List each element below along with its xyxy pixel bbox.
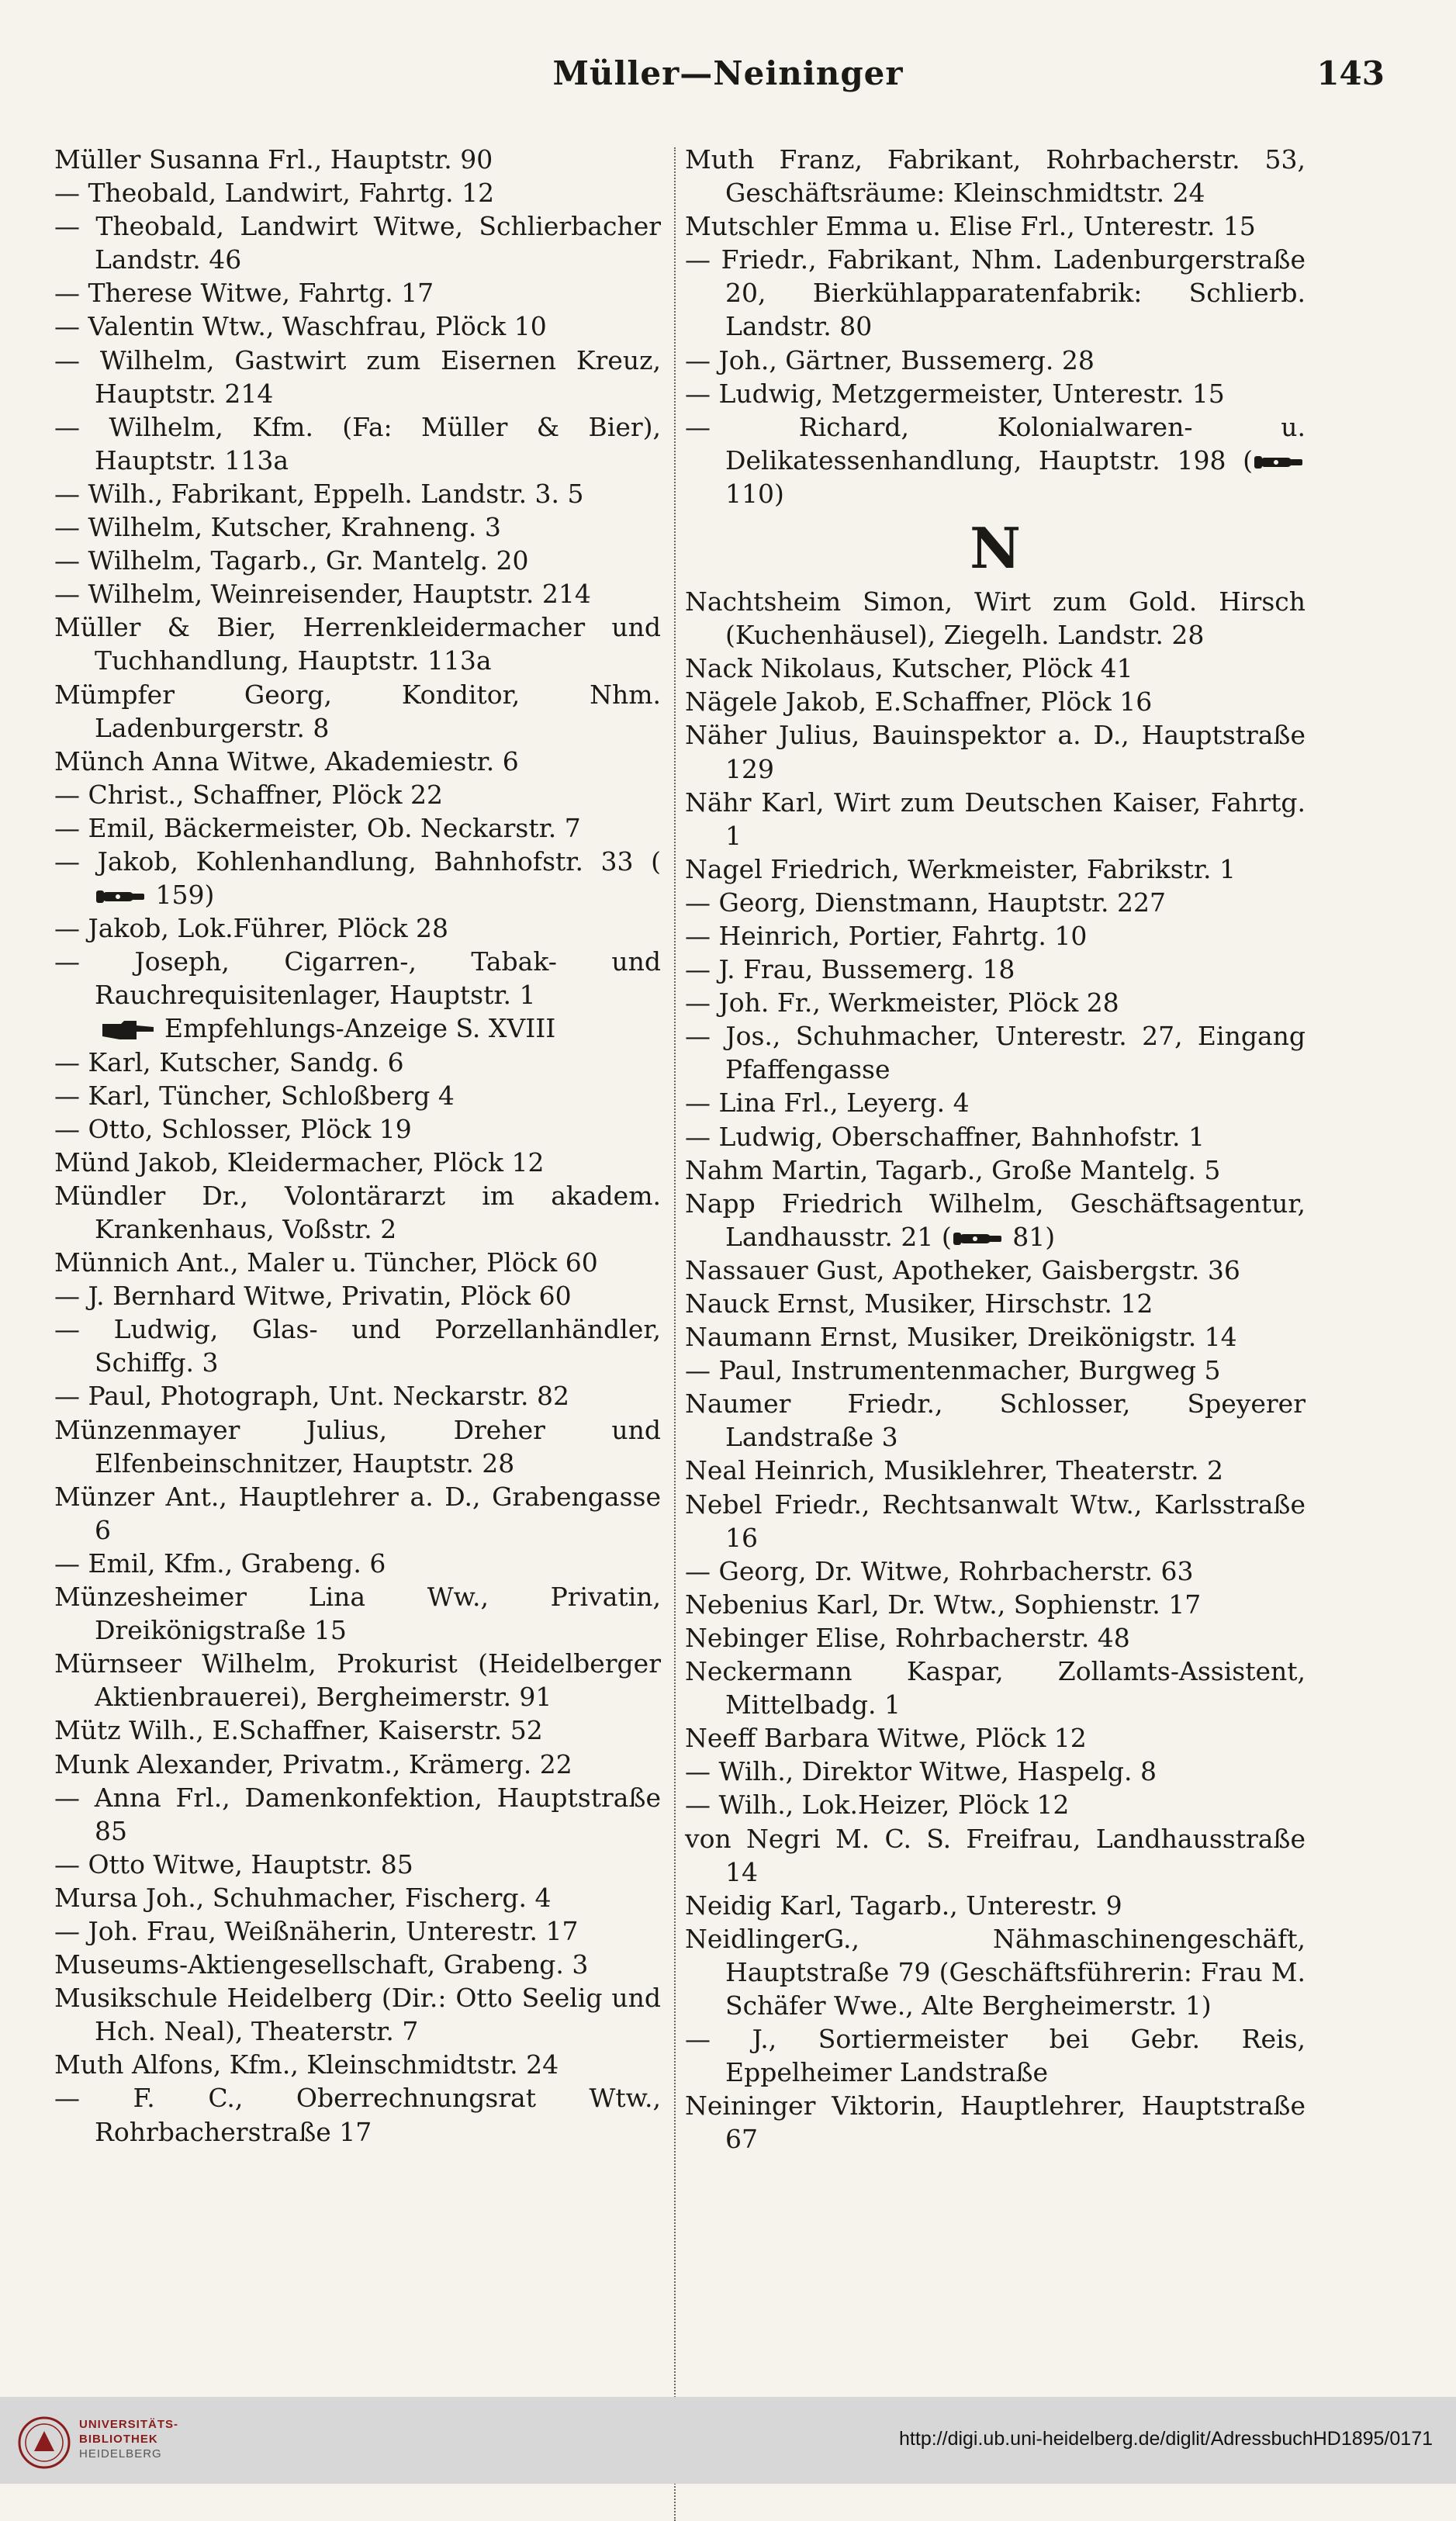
directory-entry: — Friedr., Fabrikant, Nhm. Ladenburgerstraße 20, Bierkühlapparatenfabrik: Schlierb. Landstr. 80: [685, 244, 1306, 342]
directory-entry: — Jos., Schuhmacher, Unterestr. 27, Eingang Pfaffengasse: [685, 1021, 1306, 1085]
directory-entry: — J. Bernhard Witwe, Privatin, Plöck 60: [54, 1281, 572, 1312]
directory-entry: Mündler Dr., Volontärarzt im akadem. Krankenhaus, Voßstr. 2: [54, 1180, 661, 1244]
directory-entry: — Richard, Kolonialwaren- u. Delikatessenhandlung, Hauptstr. 198 ( 110): [685, 411, 1306, 509]
phone-number: 159): [147, 880, 215, 911]
right-column-entries-top: [685, 143, 1306, 510]
directory-entry: — Wilh., Direktor Witwe, Haspelg. 8: [685, 1756, 1157, 1787]
directory-entry: — F. C., Oberrechnungsrat Wtw., Rohrbacherstraße 17: [54, 2083, 661, 2147]
directory-entry: — Wilhelm, Tagarb., Gr. Mantelg. 20: [54, 545, 529, 576]
directory-entry: — Wilh., Fabrikant, Eppelh. Landstr. 3. 5: [54, 478, 584, 509]
column-divider: [674, 147, 676, 2521]
directory-entry: Museums-Aktiengesellschaft, Grabeng. 3: [54, 1949, 589, 1980]
directory-entry: — Wilhelm, Kfm. (Fa: Müller & Bier), Hauptstr. 113a: [54, 411, 661, 475]
directory-entry: Napp Friedrich Wilhelm, Geschäftsagentur, Landhausstr. 21 ( 81): [685, 1188, 1306, 1252]
advertisement-notice: Empfehlungs-Anzeige S. XVIII: [54, 1012, 661, 1045]
pointing-hand-icon: [101, 1019, 155, 1041]
directory-entry: — Ludwig, Metzgermeister, Unterestr. 15: [685, 378, 1225, 409]
directory-entry: Näher Julius, Bauinspektor a. D., Hauptstraße 129: [685, 720, 1306, 784]
directory-entry: — Joh. Fr., Werkmeister, Plöck 28: [685, 987, 1119, 1018]
directory-entry: Münzesheimer Lina Ww., Privatin, Dreikönigstraße 15: [54, 1582, 661, 1646]
directory-entry: Münd Jakob, Kleidermacher, Plöck 12: [54, 1146, 545, 1178]
directory-entry: — Theobald, Landwirt, Fahrtg. 12: [54, 178, 495, 209]
directory-entry: — Wilhelm, Kutscher, Krahneng. 3: [54, 512, 501, 543]
library-name-line: HEIDELBERG: [79, 2447, 162, 2460]
phone-number: 81): [1004, 1221, 1056, 1252]
left-column-entries: [54, 143, 661, 2149]
directory-entry: Mürnseer Wilhelm, Prokurist (Heidelberger Aktienbrauerei), Bergheimerstr. 91: [54, 1648, 661, 1713]
directory-entry: — Theobald, Landwirt Witwe, Schlierbacher Landstr. 46: [54, 211, 661, 275]
telephone-icon: [95, 886, 147, 908]
directory-entry: Münzer Ant., Hauptlehrer a. D., Grabengasse 6: [54, 1481, 661, 1545]
directory-entry: — J. Frau, Bussemerg. 18: [685, 954, 1015, 985]
directory-entry: — Otto, Schlosser, Plöck 19: [54, 1113, 412, 1144]
directory-entry: Mutschler Emma u. Elise Frl., Unterestr. 15: [685, 211, 1256, 242]
library-name: [79, 2417, 234, 2461]
directory-entry: Nebinger Elise, Rohrbacherstr. 48: [685, 1622, 1130, 1653]
directory-entry: Nägele Jakob, E.Schaffner, Plöck 16: [685, 686, 1153, 718]
directory-entry: — Anna Frl., Damenkonfektion, Hauptstraße 85: [54, 1782, 661, 1846]
directory-entry: Nauck Ernst, Musiker, Hirschstr. 12: [685, 1288, 1153, 1319]
directory-entry: — Jakob, Kohlenhandlung, Bahnhofstr. 33 ( 159): [54, 846, 661, 911]
page-header: [0, 54, 1456, 116]
directory-entry: Neal Heinrich, Musiklehrer, Theaterstr. 2: [685, 1455, 1223, 1486]
directory-entry: Muth Alfons, Kfm., Kleinschmidtstr. 24: [54, 2049, 559, 2080]
directory-entry: von Negri M. C. S. Freifrau, Landhausstraße 14: [685, 1823, 1306, 1887]
directory-entry: — Otto Witwe, Hauptstr. 85: [54, 1848, 413, 1880]
directory-entry: Nebenius Karl, Dr. Wtw., Sophienstr. 17: [685, 1589, 1202, 1620]
directory-entry: — Wilhelm, Weinreisender, Hauptstr. 214: [54, 579, 591, 610]
directory-entry: — Christ., Schaffner, Plöck 22: [54, 779, 443, 810]
directory-entry: Musikschule Heidelberg (Dir.: Otto Seelig und Hch. Neal), Theaterstr. 7: [54, 1983, 661, 2047]
directory-entry: Münzenmayer Julius, Dreher und Elfenbeinschnitzer, Hauptstr. 28: [54, 1414, 661, 1478]
right-column-entries-bottom: [685, 585, 1306, 1254]
directory-entry: Mütz Wilh., E.Schaffner, Kaiserstr. 52: [54, 1715, 543, 1746]
directory-entry: — Emil, Bäckermeister, Ob. Neckarstr. 7: [54, 812, 581, 843]
left-column: [54, 143, 661, 2149]
directory-entry: Naumer Friedr., Schlosser, Speyerer Landstraße 3: [685, 1388, 1306, 1453]
directory-entry: Nebel Friedr., Rechtsanwalt Wtw., Karlsstraße 16: [685, 1489, 1306, 1553]
directory-entry: — Lina Frl., Leyerg. 4: [685, 1088, 970, 1119]
directory-entry: Neidig Karl, Tagarb., Unterestr. 9: [685, 1890, 1122, 1921]
directory-entry: — Ludwig, Glas- und Porzellanhändler, Schiffg. 3: [54, 1314, 661, 1378]
directory-entry: Neckermann Kaspar, Zollamts-Assistent, Mittelbadg. 1: [685, 1656, 1306, 1720]
directory-entry: — Emil, Kfm., Grabeng. 6: [54, 1548, 386, 1579]
directory-entry: — Georg, Dienstmann, Hauptstr. 227: [685, 887, 1166, 918]
directory-entry: Müller & Bier, Herrenkleidermacher und Tuchhandlung, Hauptstr. 113a: [54, 612, 661, 676]
directory-entry: Münch Anna Witwe, Akademiestr. 6: [54, 745, 519, 776]
directory-entry: — Ludwig, Oberschaffner, Bahnhofstr. 1: [685, 1121, 1205, 1152]
directory-entry: — Wilhelm, Gastwirt zum Eisernen Kreuz, Hauptstr. 214: [54, 344, 661, 409]
section-letter: N: [970, 515, 1021, 582]
directory-entry: Nassauer Gust, Apotheker, Gaisbergstr. 36: [685, 1254, 1240, 1285]
directory-entry: Nähr Karl, Wirt zum Deutschen Kaiser, Fahrtg. 1: [685, 787, 1306, 851]
directory-entry: NeidlingerG., Nähmaschinengeschäft, Hauptstraße 79 (Geschäftsführerin: Frau M. Schäfer Wwe., Alte Bergheimerstr. 1): [685, 1923, 1306, 2021]
directory-entry: — Joh., Gärtner, Bussemerg. 28: [685, 344, 1095, 375]
directory-entry: Neininger Viktorin, Hauptlehrer, Hauptstraße 67: [685, 2090, 1306, 2155]
directory-entry: — Heinrich, Portier, Fahrtg. 10: [685, 920, 1088, 951]
library-name-line: UNIVERSITÄTS-: [79, 2418, 179, 2431]
directory-entry: — Jakob, Lok.Führer, Plöck 28: [54, 913, 449, 944]
directory-entry: Naumann Ernst, Musiker, Dreikönigstr. 14: [685, 1322, 1237, 1353]
university-seal-icon: [17, 2416, 71, 2470]
directory-entry: — Georg, Dr. Witwe, Rohrbacherstr. 63: [685, 1555, 1194, 1586]
directory-entry: — Joseph, Cigarren-, Tabak- und Rauchrequisitenlager, Hauptstr. 1: [54, 946, 661, 1011]
directory-entry: — Therese Witwe, Fahrtg. 17: [54, 278, 434, 309]
directory-entry: Munk Alexander, Privatm., Krämerg. 22: [54, 1748, 572, 1779]
directory-entry: — Karl, Kutscher, Sandg. 6: [54, 1046, 404, 1077]
directory-entry: — Paul, Instrumentenmacher, Burgweg 5: [685, 1355, 1221, 1386]
directory-entry: — Karl, Tüncher, Schloßberg 4: [54, 1080, 455, 1111]
telephone-icon: [952, 1228, 1005, 1250]
directory-entry: Nagel Friedrich, Werkmeister, Fabrikstr. 1: [685, 853, 1236, 884]
page-number: 143: [1316, 54, 1385, 92]
directory-entry: — J., Sortiermeister bei Gebr. Reis, Eppelheimer Landstraße: [685, 2024, 1306, 2088]
directory-entry: — Paul, Photograph, Unt. Neckarstr. 82: [54, 1381, 570, 1412]
directory-entry: Nack Nikolaus, Kutscher, Plöck 41: [685, 653, 1133, 684]
directory-entry: Mümpfer Georg, Konditor, Nhm. Ladenburgerstr. 8: [54, 679, 661, 743]
directory-entry: Müller Susanna Frl., Hauptstr. 90: [54, 144, 493, 175]
right-column-entries-end: [685, 1254, 1306, 2156]
running-head: Müller—Neininger: [552, 54, 904, 92]
directory-entry: Mursa Joh., Schuhmacher, Fischerg. 4: [54, 1882, 552, 1913]
footer-bar: [0, 2397, 1456, 2484]
source-url-link[interactable]: http://digi.ub.uni-heidelberg.de/diglit/AdressbuchHD1895/0171: [899, 2428, 1433, 2450]
directory-entry: Nachtsheim Simon, Wirt zum Gold. Hirsch (Kuchenhäusel), Ziegelh. Landstr. 28: [685, 586, 1306, 651]
directory-entry: Muth Franz, Fabrikant, Rohrbacherstr. 53, Geschäftsräume: Kleinschmidtstr. 24: [685, 144, 1306, 209]
directory-entry: — Wilh., Lok.Heizer, Plöck 12: [685, 1790, 1070, 1821]
right-column: [685, 143, 1306, 2156]
phone-number: 110): [725, 478, 784, 509]
directory-entry: Münnich Ant., Maler u. Tüncher, Plöck 60: [54, 1247, 598, 1278]
directory-entry: — Valentin Wtw., Waschfrau, Plöck 10: [54, 311, 547, 342]
directory-entry: — Joh. Frau, Weißnäherin, Unterestr. 17: [54, 1915, 579, 1946]
library-name-line: BIBLIOTHEK: [79, 2433, 158, 2446]
directory-entry: Nahm Martin, Tagarb., Große Mantelg. 5: [685, 1154, 1221, 1185]
telephone-icon: [1253, 451, 1306, 473]
directory-entry: Neeff Barbara Witwe, Plöck 12: [685, 1723, 1087, 1754]
